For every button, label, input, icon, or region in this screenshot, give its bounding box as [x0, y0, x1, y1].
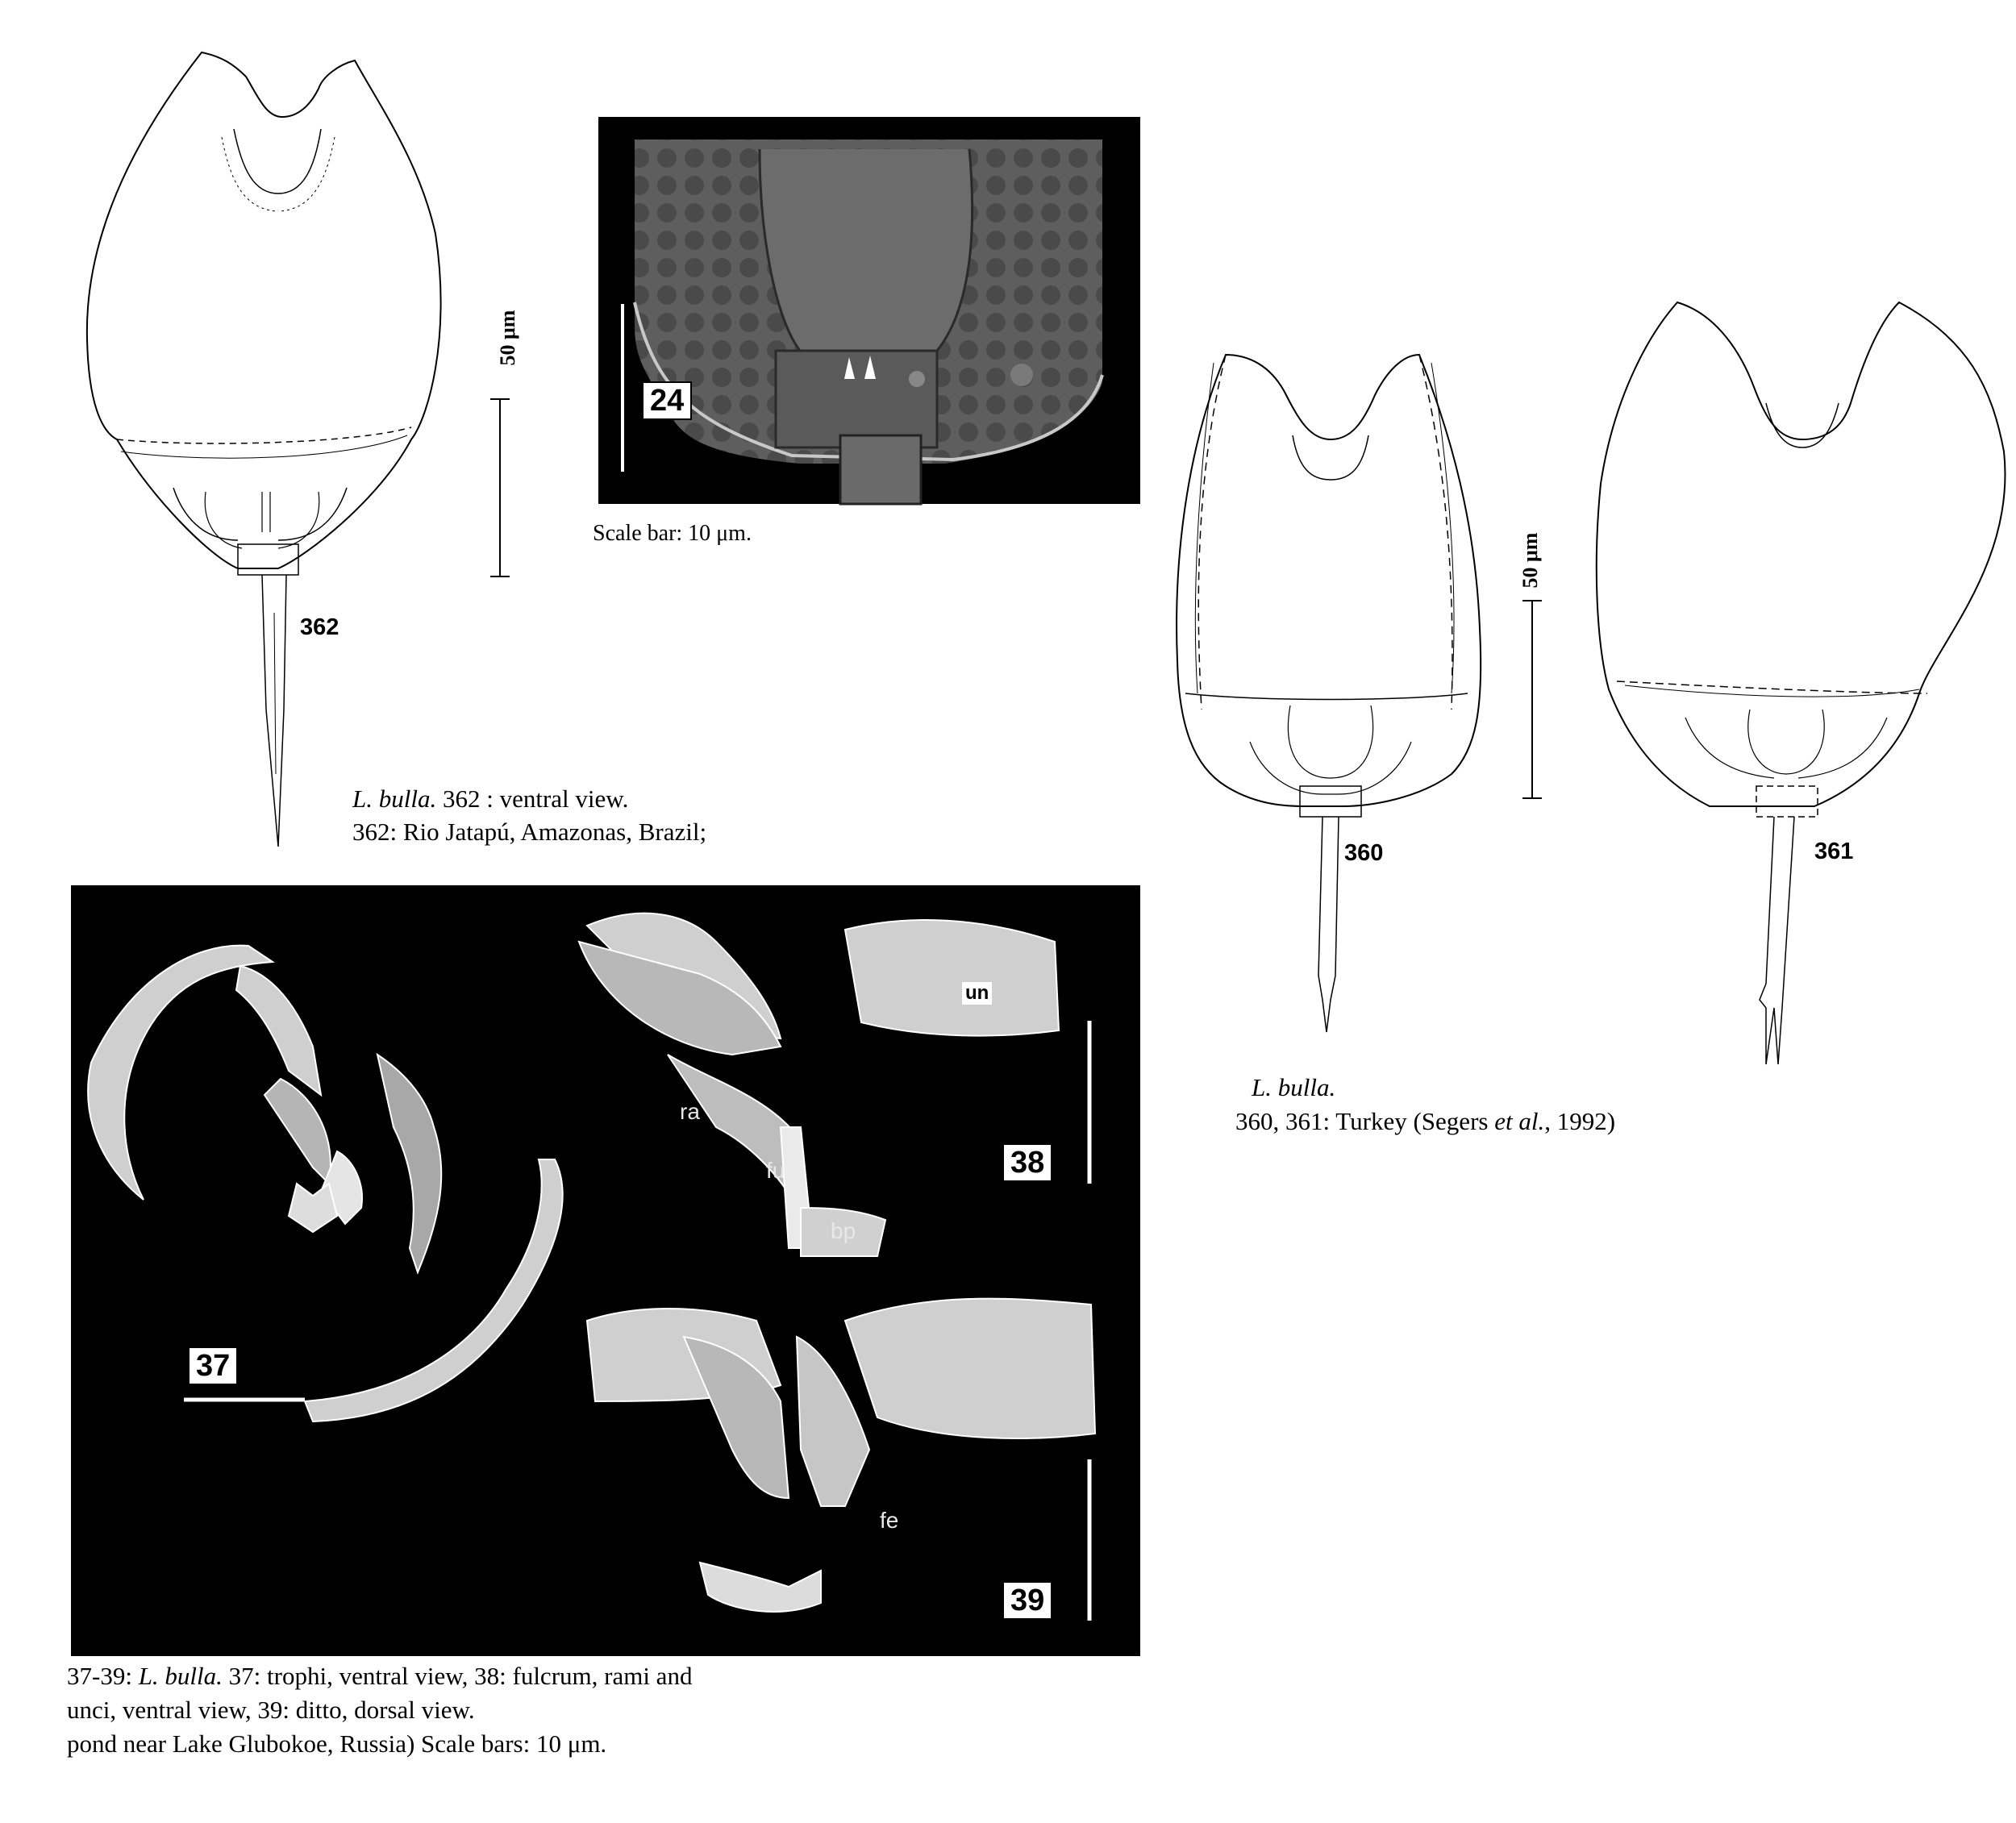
figure-39-number: 39 — [1002, 1581, 1052, 1620]
figure-37-39-caption-line1 — [67, 1661, 692, 1692]
figure-37-39-caption-line3: pond near Lake Glubokoe, Russia) Scale bars: 10 μm. — [67, 1729, 607, 1758]
label-un: un — [962, 982, 992, 1005]
figure-37-number: 37 — [188, 1346, 238, 1385]
caption-text-end: , 1992) — [1544, 1107, 1616, 1135]
figure-360-361-caption-line2 — [1235, 1106, 1615, 1137]
label-fe: fe — [880, 1508, 899, 1533]
figure-360-361-scale-label: 50 μm — [1518, 532, 1542, 589]
caption-text-prefix: 37-39: — [67, 1662, 139, 1690]
caption-text: 360, 361: Turkey (Segers — [1235, 1107, 1495, 1135]
label-bp: bp — [831, 1218, 856, 1243]
caption-italic: et al. — [1494, 1107, 1545, 1135]
caption-text: 362 : ventral view. — [436, 785, 629, 813]
figure-24-number: 24 — [642, 381, 692, 420]
figure-362-scale-label: 50 μm — [496, 310, 519, 366]
figure-361-number: 361 — [1814, 839, 1854, 864]
species-name: L. bulla. — [138, 1662, 223, 1690]
species-name: L. bulla. — [1252, 1073, 1336, 1101]
figure-362-caption-line2: 362: Rio Jatapú, Amazonas, Brazil; — [352, 818, 707, 846]
species-name: L. bulla. — [352, 785, 437, 813]
figure-37-39-photo — [71, 885, 1140, 1656]
figure-362-number: 362 — [300, 614, 339, 640]
figure-24-caption: Scale bar: 10 μm. — [593, 521, 752, 546]
label-fu: fu — [766, 1158, 785, 1183]
figure-360-number: 360 — [1344, 840, 1384, 866]
figure-38-number: 38 — [1002, 1143, 1052, 1182]
label-ra: ra — [680, 1099, 700, 1124]
figure-360-361-caption-line1 — [1252, 1072, 1335, 1103]
figure-37-39-caption-line2: unci, ventral view, 39: ditto, dorsal view. — [67, 1696, 475, 1724]
caption-text: 37: trophi, ventral view, 38: fulcrum, rami and — [222, 1662, 693, 1690]
